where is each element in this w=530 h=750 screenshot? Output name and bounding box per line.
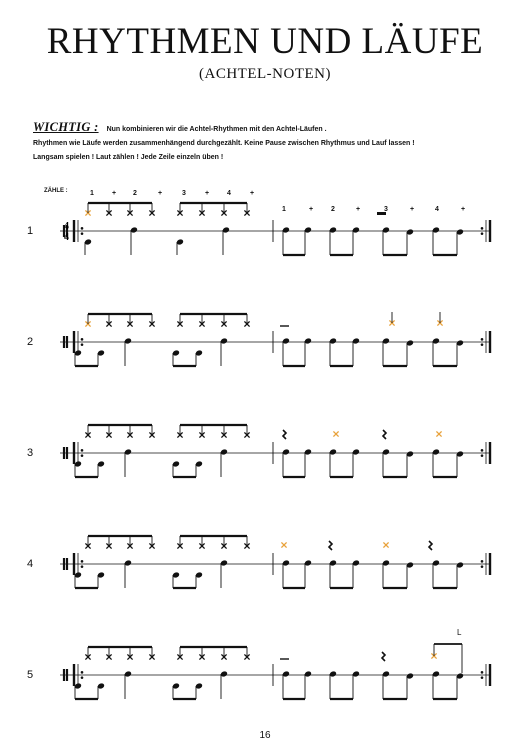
count-m1-1: 1 [90, 190, 94, 197]
row-5-repeat-end-dot-b [481, 676, 484, 679]
count-m2-6: + [409, 206, 415, 213]
row-4-accent-crash-1 [281, 542, 286, 547]
wichtig-label: WICHTIG : [33, 120, 99, 134]
extra-mark: L [457, 628, 462, 637]
row-4-accent-crash-2 [383, 542, 388, 547]
page-subtitle: (ACHTEL-NOTEN) [199, 66, 331, 82]
count-m2-8: + [460, 206, 466, 213]
time-signature-bottom: 4 [64, 232, 69, 243]
count-m1-3: 2 [133, 190, 137, 197]
row-3-repeat-end-dot-a [481, 449, 484, 452]
row-4-quarter-rest-1 [329, 541, 332, 550]
row-1-repeat-end-dot-a [481, 227, 484, 230]
row-number-2: 2 [27, 336, 34, 348]
row-1-repeat-start-dot-a [81, 227, 84, 230]
row-5-quarter-rest-1 [382, 652, 385, 661]
count-m2-3: 2 [331, 206, 335, 213]
row-5-repeat-start-dot-a [81, 671, 84, 674]
count-m1-5: 3 [182, 190, 186, 197]
row-number-4: 4 [27, 558, 34, 570]
row-3-repeat-end-dot-b [481, 454, 484, 457]
count-m2-4: + [355, 206, 361, 213]
count-m1-8: + [249, 190, 255, 197]
row-number-3: 3 [27, 447, 34, 459]
row-2-repeat-end-dot-a [481, 338, 484, 341]
count-m2-7: 4 [435, 206, 439, 213]
count-m2-2: + [308, 206, 314, 213]
row-4-repeat-start-dot-a [81, 560, 84, 563]
row-3-accent-crash-1 [333, 431, 338, 436]
page-number: 16 [259, 730, 271, 741]
row-1-repeat-start-dot-b [81, 232, 84, 235]
row-3-quarter-rest-1 [283, 430, 286, 439]
count-m2-5: 3 [384, 206, 388, 213]
row-4-quarter-rest-2 [429, 541, 432, 550]
row-4-repeat-start-dot-b [81, 565, 84, 568]
count-label: ZÄHLE : [44, 188, 68, 194]
row-3-quarter-rest-2 [383, 430, 386, 439]
row-number-1: 1 [27, 225, 34, 237]
count-m2-1: 1 [282, 206, 286, 213]
count-m1-7: 4 [227, 190, 231, 197]
row-number-5: 5 [27, 669, 34, 681]
row-4-repeat-end-dot-b [481, 565, 484, 568]
intro-line-3: Langsam spielen ! Laut zählen ! Jede Zeile einzeln üben ! [33, 154, 224, 161]
row-1-repeat-end-dot-b [481, 232, 484, 235]
count-m1-2: + [111, 190, 117, 197]
count-m1-6: + [204, 190, 210, 197]
row-3-accent-crash-2 [436, 431, 441, 436]
row-5-repeat-start-dot-b [81, 676, 84, 679]
page-title: RHYTHMEN UND LÄUFE [46, 21, 484, 62]
row-3-repeat-start-dot-b [81, 454, 84, 457]
row-2-repeat-end-dot-b [481, 343, 484, 346]
time-signature-top: 4 [64, 221, 69, 232]
row-2-repeat-start-dot-b [81, 343, 84, 346]
row-2-repeat-start-dot-a [81, 338, 84, 341]
row-4-repeat-end-dot-a [481, 560, 484, 563]
intro-line-2: Rhythmen wie Läufe werden zusammenhängend durchgezählt. Keine Pause zwischen Rhythmus und Lauf lassen ! [33, 140, 415, 147]
row-5-repeat-end-dot-a [481, 671, 484, 674]
row-3-repeat-start-dot-a [81, 449, 84, 452]
count-m1-4: + [157, 190, 163, 197]
intro-line-1: Nun kombinieren wir die Achtel-Rhythmen mit den Achtel-Läufen . [106, 126, 327, 133]
